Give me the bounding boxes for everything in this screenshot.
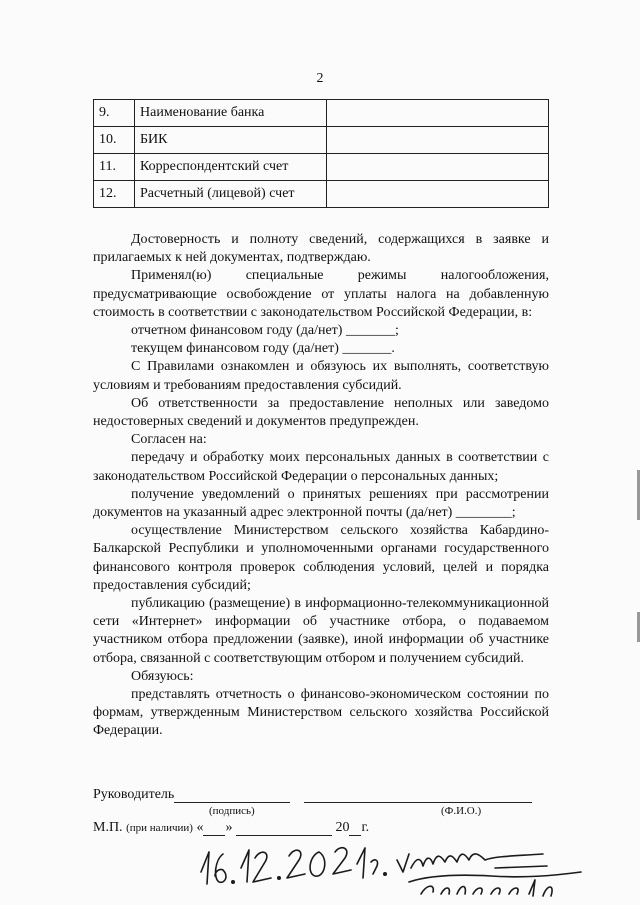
- paragraph-accuracy: Достоверность и полноту сведений, содержащихся в заявке и прилагаемых к ней документах, подтверждаю.: [93, 232, 549, 266]
- paragraph-personal-data: передачу и обработку моих персональных данных в соответствии с законодательством Российской Федерации о персональных данных;: [93, 450, 549, 484]
- row-value: [327, 100, 549, 127]
- table-row: [94, 127, 549, 154]
- year-prefix: 20: [335, 820, 350, 835]
- row-number: 10.: [94, 127, 135, 154]
- row-label: БИК: [135, 127, 327, 154]
- row-label: Наименование банка: [135, 100, 327, 127]
- head-signature-line: [93, 787, 532, 803]
- paragraph-undertake: Обязуюсь:: [131, 668, 194, 684]
- paragraph-responsibility: Об ответственности за предоставление неполных или заведомо недостоверных сведений и документов предупрежден.: [93, 395, 549, 430]
- page-number: 2: [316, 71, 324, 86]
- row-number: 12.: [94, 181, 135, 208]
- date-close-quote: »: [225, 820, 233, 835]
- bank-details-table: [93, 99, 549, 208]
- paragraph-notifications: получение уведомлений о принятых решениях при рассмотрении документов на указанный адрес электронной почты (да/нет) ________;: [93, 486, 549, 521]
- date-open-quote: «: [196, 820, 204, 835]
- head-label: Руководитель: [93, 787, 175, 802]
- row-value: [327, 154, 549, 181]
- paragraph-rules: С Правилами ознакомлен и обязуюсь их выполнять, соответствую условиям и требованиям предоставления субсидий.: [93, 359, 549, 393]
- year-blank: [349, 835, 361, 836]
- signature-blank: [174, 802, 290, 803]
- body-text: [93, 231, 549, 741]
- year-suffix: г.: [361, 820, 370, 835]
- paragraph-current-year: текущем финансовом году (да/нет) _______.: [131, 341, 395, 357]
- handwritten-date-signature: [195, 838, 595, 898]
- table-row: [94, 100, 549, 127]
- paragraph-inspections: осуществление Министерством сельского хозяйства Кабардино-Балкарской Республики и уполномоченными органами государственного финансового контроля проверок соблюдения условий, целей и порядка предоставления субсидий;: [93, 523, 549, 593]
- row-value: [327, 181, 549, 208]
- paragraph-tax-regime: Применял(ю) специальные режимы налогообложения, предусматривающие освобождение от уплаты налога на добавленную стоимость в соответствии с законодательством Российской Федерации, в:: [93, 268, 549, 320]
- paragraph-agree: Согласен на:: [131, 432, 207, 448]
- signature-caption: (подпись): [209, 805, 255, 817]
- paragraph-reporting: представлять отчетность о финансово-экономическом состоянии по формам, утвержденным Министерством сельского хозяйства Российской Федерации.: [93, 687, 549, 739]
- name-blank: [304, 802, 532, 803]
- row-number: 9.: [94, 100, 135, 127]
- paragraph-publication: публикацию (размещение) в информационно-телекоммуникационной сети «Интернет» информации об участнике отбора, о подаваемом участником отбора предложении (заявке), иной информации об участнике отбора, связанной с соответствующим отбором и получением субсидий.: [93, 596, 549, 666]
- month-blank: [236, 835, 332, 836]
- row-label: Расчетный (лицевой) счет: [135, 181, 327, 208]
- row-value: [327, 127, 549, 154]
- table-row: [94, 154, 549, 181]
- name-caption: (Ф.И.О.): [441, 805, 482, 817]
- mp-label: М.П.: [93, 820, 123, 835]
- mp-note: (при наличии): [126, 822, 193, 834]
- paragraph-reporting-year: отчетном финансовом году (да/нет) _______;: [131, 323, 399, 339]
- row-label: Корреспондентский счет: [135, 154, 327, 181]
- table-row: [94, 181, 549, 208]
- row-number: 11.: [94, 154, 135, 181]
- day-blank: [203, 835, 225, 836]
- stamp-date-line: [93, 820, 369, 836]
